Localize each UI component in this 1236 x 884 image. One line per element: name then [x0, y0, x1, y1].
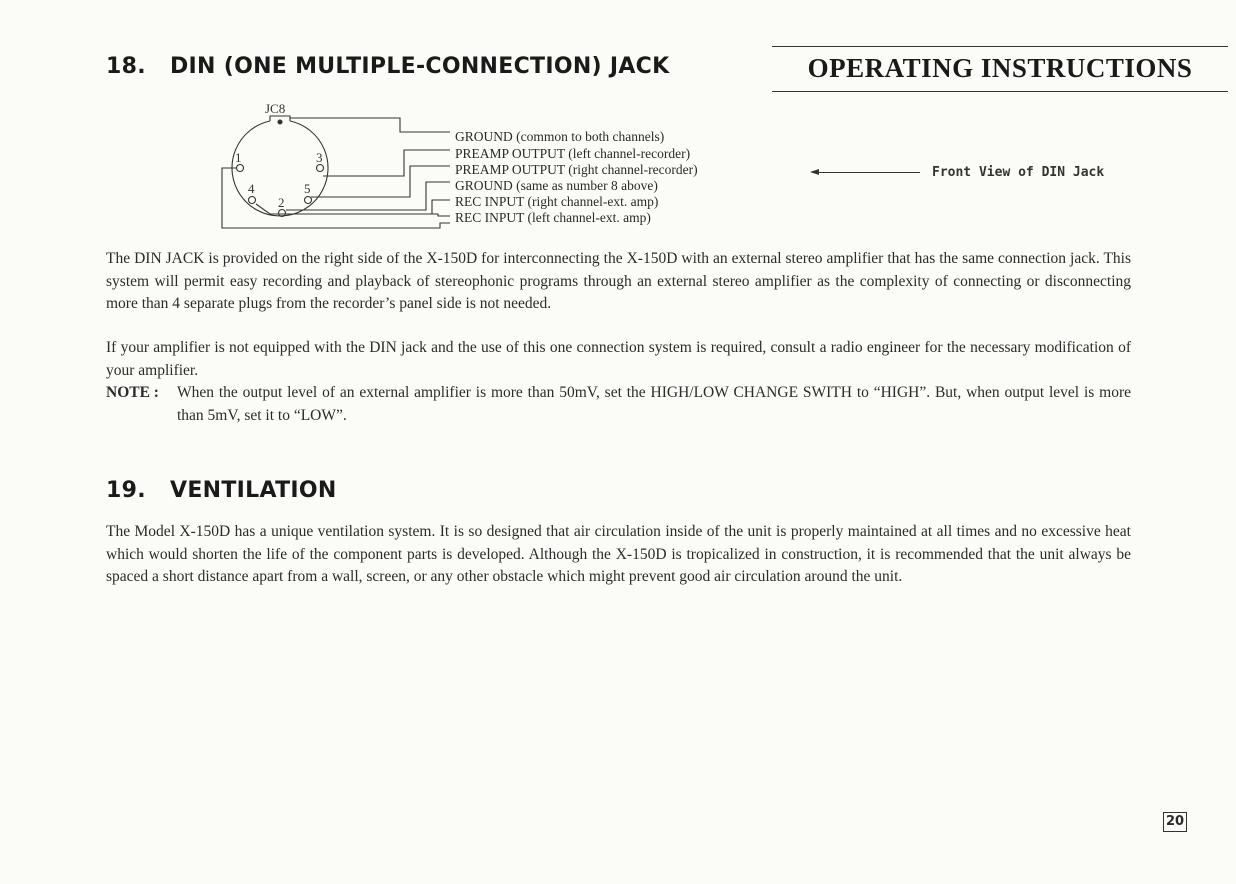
- note-block: [106, 382, 1131, 427]
- section-18-heading: [106, 54, 669, 79]
- section-19-number: 19.: [106, 478, 146, 503]
- note-text: When the output level of an external amplifier is more than 50mV, set the HIGH/LOW CHANGE SWITH to “HIGH”. But, when output level is more than 5mV, set it to “LOW”.: [177, 384, 1131, 424]
- din-jack-diagram: [210, 96, 770, 241]
- left-arrow-icon: [812, 172, 920, 173]
- connection-label-preamp-right: PREAMP OUTPUT (right channel-recorder): [455, 162, 698, 177]
- note-label: NOTE :: [106, 384, 159, 401]
- pin-4-label: 4: [248, 181, 255, 196]
- connection-label-rec-right: REC INPUT (right channel-ext. amp): [455, 194, 659, 209]
- page-header-title: OPERATING INSTRUCTIONS: [772, 46, 1228, 92]
- jack-label: JC8: [265, 101, 286, 116]
- pin-2-label: 2: [278, 195, 285, 210]
- pin-3-label: 3: [316, 150, 323, 165]
- front-view-caption: [812, 165, 1104, 180]
- section-18-number: 18.: [106, 54, 146, 79]
- section-19-paragraph: The Model X-150D has a unique ventilation system. It is so designed that air circulation inside of the unit is properly maintained at all times and no excessive heat which would shorten the life of the component parts is developed. Although the X-150D is tropicalized in construction, it is recommended that the unit always be spaced a short distance apart from a wall, screen, or any other obstacle which might prevent good air circulation around the unit.: [106, 523, 1131, 586]
- section-19-heading: [106, 478, 337, 503]
- front-view-label: Front View of DIN Jack: [932, 165, 1105, 180]
- connection-label-ground-common: GROUND (common to both channels): [455, 129, 665, 144]
- section-18-title: DIN (ONE MULTIPLE-CONNECTION) JACK: [170, 54, 670, 79]
- connection-label-preamp-left: PREAMP OUTPUT (left channel-recorder): [455, 146, 691, 161]
- section-18-paragraph-1: The DIN JACK is provided on the right side of the X-150D for interconnecting the X-150D with an external stereo amplifier that has the same connection jack. This system will permit easy recording and playback of stereophonic programs through an external stereo amplifier as the complexity of connecting or disconnecting more than 4 separate plugs from the recorder’s panel side is not needed.: [106, 250, 1131, 313]
- page-number: 20: [1163, 812, 1187, 832]
- section-19-title: VENTILATION: [170, 478, 337, 503]
- connection-label-rec-left: REC INPUT (left channel-ext. amp): [455, 210, 651, 225]
- pin-5-label: 5: [304, 181, 311, 196]
- pin-1-label: 1: [235, 150, 242, 165]
- section-18-paragraph-2: If your amplifier is not equipped with the DIN jack and the use of this one connection system is required, consult a radio engineer for the necessary modification of your amplifier.: [106, 339, 1131, 379]
- connection-label-ground-8: GROUND (same as number 8 above): [455, 178, 658, 193]
